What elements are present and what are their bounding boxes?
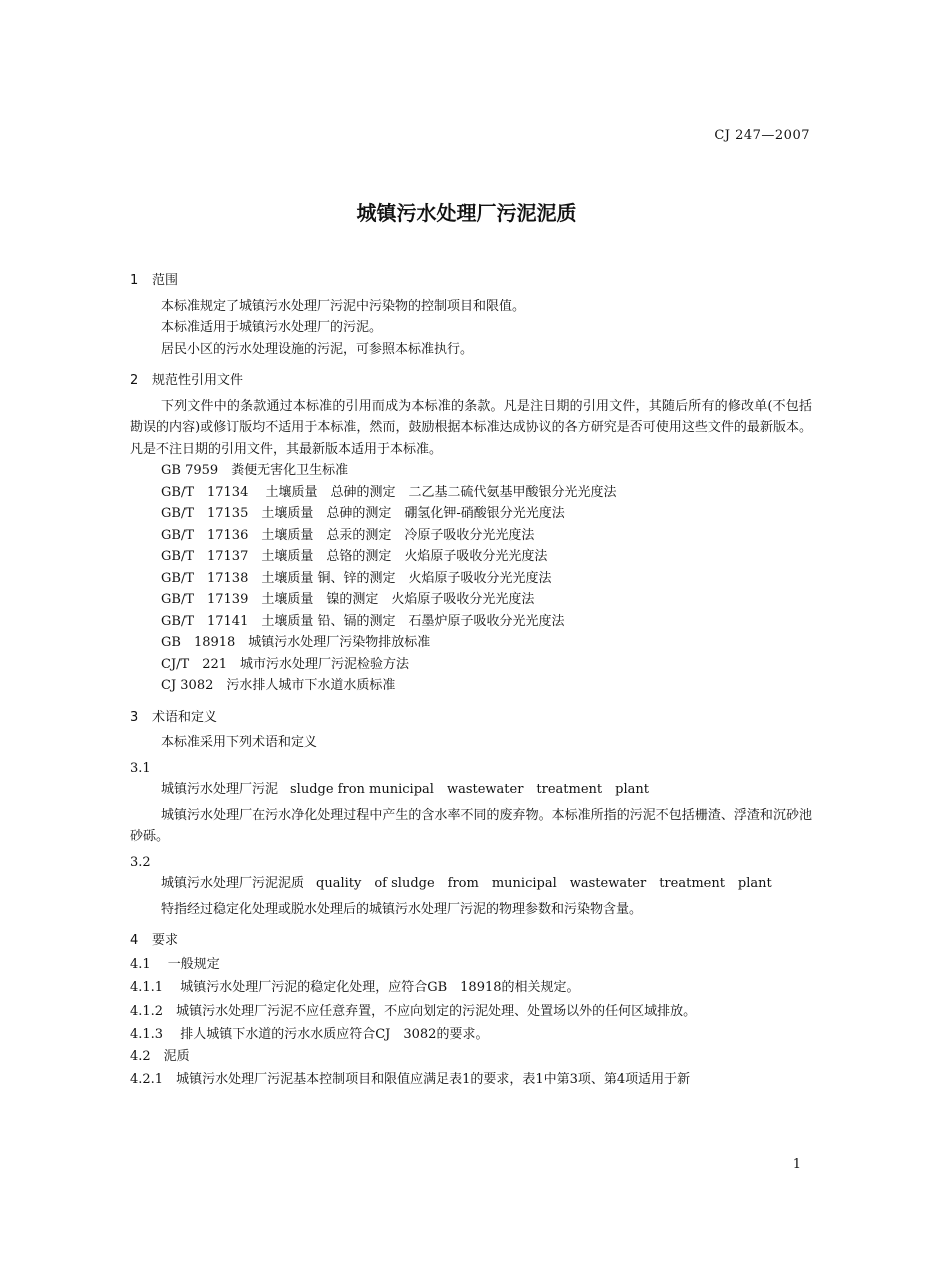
section-number: 1 xyxy=(130,273,139,288)
section-heading-scope xyxy=(130,270,812,292)
section-number: 3 xyxy=(130,709,139,725)
reference-item: GB/T 17141 土壤质量 铅、镉的测定 石墨炉原子吸收分光光度法 xyxy=(161,613,565,629)
reference-item: GB/T 17139 土壤质量 镍的测定 火焰原子吸收分光光度法 xyxy=(161,592,535,607)
section-heading-terms xyxy=(130,707,812,729)
term-entry xyxy=(161,873,812,895)
standard-code: CJ 247—2007 xyxy=(714,128,810,143)
term-entry xyxy=(161,779,812,801)
section-title: 要求 xyxy=(152,933,179,948)
term-chinese: 城镇污水处理厂污泥泥质 xyxy=(161,876,305,891)
clause: 4.1.1 城镇污水处理厂污泥的稳定化处理，应符合GB 18918的相关规定。 xyxy=(130,980,580,995)
section-title: 范围 xyxy=(152,273,179,288)
term-english: sludge fron municipal wastewater treatment plant xyxy=(290,782,649,797)
term-number: 3.1 xyxy=(130,760,151,776)
reference-item: GB/T 17134 土壤质量 总砷的测定 二乙基二硫代氨基甲酸银分光光度法 xyxy=(161,484,617,500)
term-definition: 城镇污水处理厂在污水净化处理过程中产生的含水率不同的废弃物。本标准所指的污泥不包括栅渣、浮渣和沉砂池砂砾。 xyxy=(130,807,812,844)
section-heading-normative-references xyxy=(130,370,812,392)
paragraph: 本标准规定了城镇污水处理厂污泥中污染物的控制项目和限值。 xyxy=(161,298,526,314)
document-body xyxy=(130,270,812,1091)
clause: 4.1.3 排人城镇下水道的污水水质应符合CJ 3082的要求。 xyxy=(130,1027,489,1042)
term-number: 3.2 xyxy=(130,854,151,870)
section-number: 4 xyxy=(130,933,139,948)
page-number: 1 xyxy=(792,1157,801,1172)
subsection-heading: 4.1 一般规定 xyxy=(130,956,220,972)
subsection-heading: 4.2 泥质 xyxy=(130,1048,190,1064)
term-english: quality of sludge from municipal wastewater treatment plant xyxy=(316,876,772,891)
section-title: 术语和定义 xyxy=(152,709,218,725)
paragraph: 本标准采用下列术语和定义 xyxy=(161,735,318,750)
section-title: 规范性引用文件 xyxy=(152,373,244,388)
reference-item: GB/T 17138 土壤质量 铜、锌的测定 火焰原子吸收分光光度法 xyxy=(161,570,552,586)
reference-item: GB 7959 粪便无害化卫生标准 xyxy=(161,463,349,478)
document-title: 城镇污水处理厂污泥泥质 xyxy=(356,201,577,225)
section-heading-requirements xyxy=(130,930,812,952)
paragraph: 本标准适用于城镇污水处理厂的污泥。 xyxy=(161,320,383,335)
reference-item: GB/T 17137 土壤质量 总铬的测定 火焰原子吸收分光光度法 xyxy=(161,549,548,564)
reference-item: GB/T 17135 土壤质量 总砷的测定 硼氢化钾-硝酸银分光光度法 xyxy=(161,506,565,521)
paragraph: 下列文件中的条款通过本标准的引用而成为本标准的条款。凡是注日期的引用文件，其随后所有的修改单(不包括勘误的内容)或修订版均不适用于本标准，然而，鼓励根据本标准达成协议的各方研究是否可使用这些文件的最新版本。凡是不注日期的引用文件，其最新版本适用于本标准。 xyxy=(130,398,812,457)
reference-item: CJ 3082 污水排人城市下水道水质标准 xyxy=(161,678,396,693)
term-definition: 特指经过稳定化处理或脱水处理后的城镇污水处理厂污泥的物理参数和污染物含量。 xyxy=(161,901,643,917)
reference-item: GB 18918 城镇污水处理厂污染物排放标准 xyxy=(161,635,431,650)
reference-item: CJ/T 221 城市污水处理厂污泥检验方法 xyxy=(161,656,410,672)
paragraph: 居民小区的污水处理设施的污泥，可参照本标准执行。 xyxy=(161,341,474,357)
section-number: 2 xyxy=(130,373,139,388)
term-chinese: 城镇污水处理厂污泥 xyxy=(161,782,279,797)
reference-item: GB/T 17136 土壤质量 总汞的测定 冷原子吸收分光光度法 xyxy=(161,527,535,543)
clause: 4.1.2 城镇污水处理厂污泥不应任意弃置，不应向划定的污泥处理、处置场以外的任何区域排放。 xyxy=(130,1003,697,1019)
clause: 4.2.1 城镇污水处理厂污泥基本控制项目和限值应满足表1的要求，表1中第3项、第4项适用于新 xyxy=(130,1072,691,1087)
